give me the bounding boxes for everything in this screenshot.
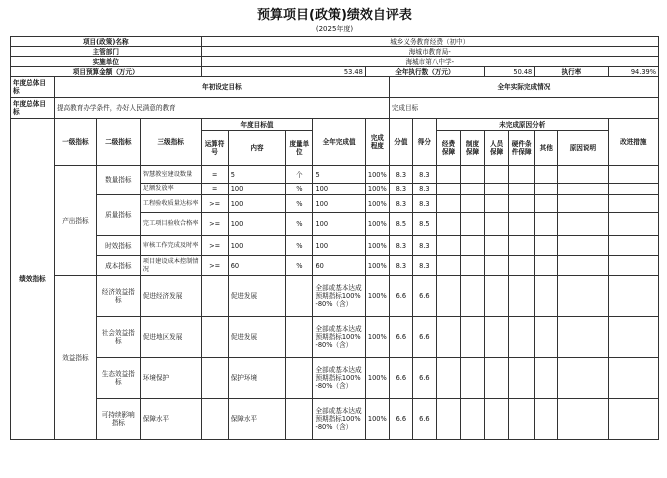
score-header: 得分 xyxy=(412,119,436,166)
score-value-cell: 6.6 xyxy=(389,317,412,358)
unfinished-header: 未完成原因分析 xyxy=(436,119,608,131)
score-value-cell: 6.6 xyxy=(389,358,412,399)
actual-goal-text: 完成目标 xyxy=(389,98,658,119)
content-cell: 保障水平 xyxy=(228,399,286,440)
content-cell: 促进发展 xyxy=(228,317,286,358)
rate-label: 执行率 xyxy=(535,67,608,77)
content-cell: 100 xyxy=(228,213,286,236)
done-cell: 100 xyxy=(313,236,365,256)
annual-goal-label: 年度总体目标 xyxy=(11,77,55,98)
content-cell: 促进发展 xyxy=(228,276,286,317)
level1-header: 一级指标 xyxy=(54,119,96,166)
l3-cell: 足额发放率 xyxy=(140,184,201,195)
unit-cell xyxy=(286,358,313,399)
unit-header: 度量单位 xyxy=(286,131,313,166)
l2-cell: 社会效益指标 xyxy=(96,317,140,358)
unit-cell xyxy=(286,317,313,358)
done-cell: 全部或基本达成预期指标100%-80%（含） xyxy=(313,399,365,440)
unit-cell xyxy=(286,276,313,317)
dept-label: 主管部门 xyxy=(11,47,202,57)
score-value-cell: 8.3 xyxy=(389,256,412,276)
pct-cell: 100% xyxy=(365,236,389,256)
project-name-label: 项目(政策)名称 xyxy=(11,37,202,47)
content-cell: 60 xyxy=(228,256,286,276)
score-value-cell: 8.3 xyxy=(389,166,412,184)
perf-indicators-label: 绩效指标 xyxy=(11,119,55,440)
score-cell: 6.6 xyxy=(412,276,436,317)
op-cell: >= xyxy=(201,236,228,256)
pct-cell: 100% xyxy=(365,276,389,317)
l3-cell: 完工项目验收合格率 xyxy=(140,213,201,236)
l3-cell: 项目建设成本控制情况 xyxy=(140,256,201,276)
score-cell: 8.3 xyxy=(412,236,436,256)
score-cell: 8.3 xyxy=(412,195,436,213)
score-cell: 6.6 xyxy=(412,399,436,440)
score-value-header: 分值 xyxy=(389,119,412,166)
score-cell: 8.5 xyxy=(412,213,436,236)
annual-goal-label-2: 年度总体目标 xyxy=(11,98,55,119)
score-cell: 8.3 xyxy=(412,166,436,184)
initial-goal-text: 提高教育办学条件，办好人民满意的教育 xyxy=(54,98,389,119)
content-cell: 保护环境 xyxy=(228,358,286,399)
pct-cell: 100% xyxy=(365,184,389,195)
unit-cell: % xyxy=(286,195,313,213)
done-cell: 5 xyxy=(313,166,365,184)
content-cell: 5 xyxy=(228,166,286,184)
score-cell: 8.3 xyxy=(412,256,436,276)
score-value-cell: 8.3 xyxy=(389,184,412,195)
executed-value: 50.48 xyxy=(485,67,535,77)
score-cell: 6.6 xyxy=(412,358,436,399)
l3-cell: 促进经济发展 xyxy=(140,276,201,317)
op-cell: >= xyxy=(201,213,228,236)
level3-header: 三级指标 xyxy=(140,119,201,166)
level2-header: 二级指标 xyxy=(96,119,140,166)
done-cell: 60 xyxy=(313,256,365,276)
op-cell xyxy=(201,358,228,399)
op-cell xyxy=(201,317,228,358)
content-header: 内容 xyxy=(228,131,286,166)
actual-goal-header: 全年实际完成情况 xyxy=(389,77,658,98)
l3-cell: 智慧教室建设数量 xyxy=(140,166,201,184)
pct-cell: 100% xyxy=(365,213,389,236)
improve-header: 改进措施 xyxy=(608,119,658,166)
pct-cell: 100% xyxy=(365,317,389,358)
rate-value: 94.39% xyxy=(608,67,658,77)
l3-cell: 审核工作完成及时率 xyxy=(140,236,201,256)
score-value-cell: 6.6 xyxy=(389,276,412,317)
budget-value: 53.48 xyxy=(201,67,365,77)
op-cell: = xyxy=(201,166,228,184)
done-cell: 全部或基本达成预期指标100%-80%（含） xyxy=(313,358,365,399)
output-group-label: 产出指标 xyxy=(54,166,96,276)
pct-cell: 100% xyxy=(365,399,389,440)
personnel-header: 人员保障 xyxy=(485,131,509,166)
full-year-header: 全年完成值 xyxy=(313,119,365,166)
pct-cell: 100% xyxy=(365,195,389,213)
content-cell: 100 xyxy=(228,184,286,195)
l2-cell: 成本指标 xyxy=(96,256,140,276)
l3-cell: 环境保护 xyxy=(140,358,201,399)
pct-cell: 100% xyxy=(365,358,389,399)
executed-label: 全年执行数（万元） xyxy=(365,67,484,77)
completion-header: 完成程度 xyxy=(365,119,389,166)
l2-cell: 数量指标 xyxy=(96,166,140,195)
op-cell: >= xyxy=(201,256,228,276)
unit-value: 海城市第八中学- xyxy=(201,57,659,67)
system-header: 制度保障 xyxy=(460,131,484,166)
pct-cell: 100% xyxy=(365,256,389,276)
unit-cell: % xyxy=(286,256,313,276)
done-cell: 100 xyxy=(313,213,365,236)
dept-value: 海城市教育局- xyxy=(201,47,659,57)
l2-cell: 质量指标 xyxy=(96,195,140,236)
done-cell: 全部或基本达成预期指标100%-80%（含） xyxy=(313,317,365,358)
content-cell: 100 xyxy=(228,195,286,213)
hardware-header: 硬件条件保障 xyxy=(509,131,535,166)
budget-label: 项目预算金额（万元） xyxy=(11,67,202,77)
reason-header: 原因说明 xyxy=(558,131,608,166)
unit-cell: % xyxy=(286,184,313,195)
l2-cell: 可持续影响指标 xyxy=(96,399,140,440)
op-cell: = xyxy=(201,184,228,195)
op-cell: >= xyxy=(201,195,228,213)
l3-cell: 保障水平 xyxy=(140,399,201,440)
unit-cell: % xyxy=(286,213,313,236)
evaluation-table xyxy=(10,36,659,440)
l2-cell: 经济效益指标 xyxy=(96,276,140,317)
score-value-cell: 8.3 xyxy=(389,236,412,256)
op-cell xyxy=(201,399,228,440)
initial-goal-header: 年初设定目标 xyxy=(54,77,389,98)
unit-label: 实施单位 xyxy=(11,57,202,67)
funding-header: 经费保障 xyxy=(436,131,460,166)
benefit-group-label: 效益指标 xyxy=(54,276,96,440)
project-name-value: 城乡义务教育经费（初中） xyxy=(201,37,659,47)
pct-cell: 100% xyxy=(365,166,389,184)
done-cell: 全部或基本达成预期指标100%-80%（含） xyxy=(313,276,365,317)
other-header: 其他 xyxy=(535,131,558,166)
score-cell: 8.3 xyxy=(412,184,436,195)
unit-cell: 个 xyxy=(286,166,313,184)
op-cell xyxy=(201,276,228,317)
annual-target-header: 年度目标值 xyxy=(201,119,313,131)
operator-header: 运算符号 xyxy=(201,131,228,166)
page-title: 预算项目(政策)绩效自评表 xyxy=(257,8,412,23)
page-subtitle: (2025年度) xyxy=(315,25,354,33)
score-value-cell: 8.3 xyxy=(389,195,412,213)
done-cell: 100 xyxy=(313,195,365,213)
l3-cell: 工程验收质量达标率 xyxy=(140,195,201,213)
l3-cell: 促进地区发展 xyxy=(140,317,201,358)
score-value-cell: 6.6 xyxy=(389,399,412,440)
score-value-cell: 8.5 xyxy=(389,213,412,236)
l2-cell: 时效指标 xyxy=(96,236,140,256)
score-cell: 6.6 xyxy=(412,317,436,358)
content-cell: 100 xyxy=(228,236,286,256)
l2-cell: 生态效益指标 xyxy=(96,358,140,399)
done-cell: 100 xyxy=(313,184,365,195)
unit-cell: % xyxy=(286,236,313,256)
unit-cell xyxy=(286,399,313,440)
